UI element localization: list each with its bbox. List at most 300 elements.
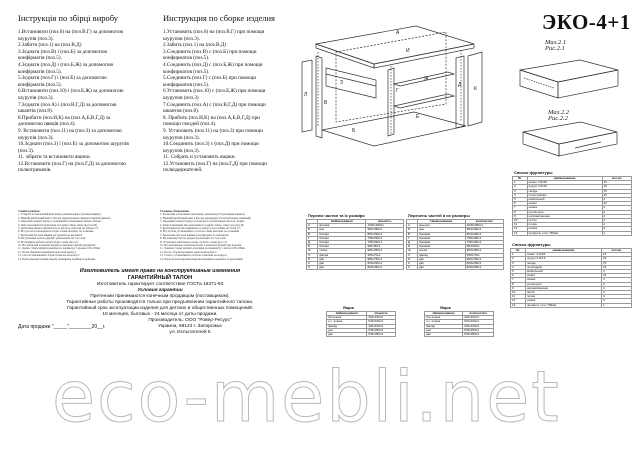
table-cell: 2	[602, 282, 632, 286]
table-cell: 6	[511, 274, 526, 278]
table-cell: двп	[418, 266, 466, 270]
table-cell: 4	[602, 198, 631, 202]
table-cell: 5	[513, 198, 528, 202]
table-cell: 2	[513, 185, 528, 189]
table-cell: 4	[602, 295, 632, 299]
manufacturer-line: Производитель: ООО "Ровер-Ресурс"	[148, 318, 232, 323]
table-cell: Г	[307, 236, 318, 240]
legend-line: 13. Скло встановлювати згідно позначок на корпусі	[18, 254, 80, 258]
table-cell: 984х390х1	[366, 228, 404, 232]
legend-line: 7. Кріплення фасадів ящиків регулювати по вертикалі	[18, 233, 83, 237]
column-header: №	[513, 177, 528, 181]
warranty-line: Гарантийные работы производятся только при предъявлении гарантийного талона.	[66, 300, 254, 305]
table-cell: с.с. ящика	[327, 320, 367, 324]
table-cell: 4	[602, 223, 631, 227]
warranty-conditions-title: Условия гарантии	[137, 288, 183, 293]
warranty-line: Претензии принимаются конечным продавцом (поставщиком).	[90, 294, 230, 299]
table-cell: 6	[513, 202, 528, 206]
table-cell: А	[407, 224, 418, 228]
table-cell: 1000х390х1	[465, 224, 503, 228]
instruction-line: 8. Прибить (поз.И,К) на (поз.А,Б,В,Г,Д) при	[163, 114, 260, 121]
legend-line: 12. После сборки проверить диагонали корпуса	[160, 250, 217, 254]
svg-text:Б: Б	[352, 128, 356, 134]
table-cell: мебельный	[525, 270, 601, 274]
table-cell: 829х296х1	[366, 266, 404, 270]
table-cell: двп	[318, 262, 366, 266]
table-row	[307, 266, 404, 270]
instruction-line: конфірматів (поз.5).	[18, 55, 62, 62]
legend-line: 5. Крепления плотно прижимать к корпусу, расстояние не более 1/3	[160, 227, 241, 231]
legend-line: 8. Регулировку петель дверок производить по 3-м осям	[160, 237, 226, 241]
table-cell: 7	[511, 278, 526, 282]
legend-line: 10. Всі кріпильні елементи входять в комплект фурнітури виробу	[18, 244, 96, 248]
svg-text:В: В	[324, 100, 328, 106]
table-cell: 984х390х1	[465, 228, 503, 232]
table-cell: 546х296х4	[367, 328, 396, 332]
table-cell: 4	[602, 227, 631, 231]
instruction-line: 2.Забить (поз.1) на (поз.В,Д)	[163, 42, 227, 49]
table-cell: 804х390х1	[366, 232, 404, 236]
table-row	[407, 266, 504, 270]
right-legend-title: Условные обозначения	[160, 210, 189, 213]
table-cell: 758х390х1	[465, 241, 503, 245]
table-cell: гвоздь	[527, 189, 602, 193]
table-cell: 3	[511, 261, 526, 265]
table-cell: Д	[407, 241, 418, 245]
table-cell: 758х390х1	[366, 241, 404, 245]
instruction-line: 1.Установить (поз.6) на (поз.В,Г) при помощи	[163, 29, 265, 35]
legend-line: 2. Нижній кріпильний винт в фасаді рекомендовано використовувати (нижнє)	[18, 216, 111, 220]
legend-line: 14. Перед використанням виробу перевірити надійність кріплень	[18, 257, 96, 261]
table-cell: 829х296х1	[366, 262, 404, 266]
table-cell: дно	[425, 328, 463, 332]
table-cell: ножка	[527, 227, 602, 231]
instruction-line: шурупів (поз.3).	[18, 134, 54, 141]
table-cell: 984х750х1	[465, 257, 503, 261]
table-cell: ножка	[525, 278, 601, 282]
left-instructions-steps	[18, 29, 168, 174]
table-cell: бок ящика	[425, 316, 463, 320]
instruction-line: 7.Зєднати (поз.А) і (поз.В,Г,Д) за допомогою	[18, 101, 117, 108]
parts-table-2	[406, 219, 504, 270]
table-cell: 22	[602, 202, 631, 206]
table-cell: 12	[511, 299, 526, 303]
table-cell: бокова	[318, 232, 366, 236]
drawer-table-1-title: Ящик	[343, 305, 354, 310]
instruction-line: 3.Соединить (поз.В) с (поз.Б) при помощи	[163, 48, 257, 55]
manufacturer-line: Украина, 69124 г. Запорожье	[158, 324, 222, 329]
instruction-line: 10.Зєднати (поз.3) і (поз.Е) за допомогою шурупів	[18, 141, 129, 148]
table-cell: 1	[513, 181, 528, 185]
table-cell: полка	[525, 295, 601, 299]
fittings-table-1	[512, 176, 632, 236]
instruction-line: допомогою цвяців (поз.4).	[18, 121, 76, 128]
table-cell: И	[307, 257, 318, 261]
svg-text:К: К	[474, 86, 477, 92]
table-cell: двп	[327, 333, 367, 337]
instruction-line: 11. зібрати та встановити ящики.	[18, 154, 91, 161]
parts-table-1	[306, 219, 404, 270]
table-row	[513, 231, 632, 235]
svg-text:И: И	[406, 48, 410, 54]
table-cell: фасад	[418, 253, 466, 257]
warranty-body	[18, 294, 302, 318]
legend-line: 6. Все детали устанавливать согласно схеме монтажа по позициям	[160, 230, 240, 234]
table-cell: мебельный	[527, 198, 602, 202]
table-cell: 334х100х4	[367, 316, 396, 320]
table-cell: 11	[511, 295, 526, 299]
manufacturer-info	[130, 318, 250, 336]
table-cell: 984х350х1	[465, 249, 503, 253]
instruction-line: 8.Прибити (поз.И,К) на (поз.А,Б,В,Г,Д) за	[18, 114, 111, 121]
sale-date-field: Дата продажи "_____"________20__г.	[18, 324, 106, 330]
table-cell: полка	[318, 249, 366, 253]
table-cell: 334х100х4	[367, 324, 396, 328]
legend-line: 3. Передний элемент корпуса размечен в обозначенных местах сборки	[160, 220, 244, 224]
table-cell: 804х390х1	[465, 232, 503, 236]
table-cell: Б	[407, 228, 418, 232]
table-cell: шкант	[527, 202, 602, 206]
table-cell: направляющие	[527, 214, 602, 218]
instruction-line: конфірматів (поз.5).	[18, 81, 62, 88]
table-cell: В	[307, 232, 318, 236]
table-cell: 3	[513, 189, 528, 193]
instruction-line: шурупів (поз.3).	[18, 94, 54, 101]
column-header: кількість	[366, 220, 404, 224]
table-cell: 396х70х1	[465, 253, 503, 257]
warranty-heading: ГАРАНТИЙНЫЙ ТАЛОН	[127, 275, 193, 281]
table-cell: К	[307, 262, 318, 266]
table-cell: 984х80х1	[465, 245, 503, 249]
parts-table-2-title: Перечень частей и их размеры	[408, 213, 470, 218]
legend-line: 9. Встановити меблеві опори згідно схеми (поз.11)	[18, 240, 79, 244]
instruction-line: конфірматів (поз.5).	[18, 68, 62, 75]
manufacturer-line: ул. Испытателей 5	[169, 330, 211, 335]
instruction-line: 1.Встановити (поз.6) на (поз.В,Г) за допомогою	[18, 29, 124, 35]
table-cell: бокова	[318, 245, 366, 249]
table-cell: 984х750х1	[366, 257, 404, 261]
fittings-table-1-title: Список фурнитуры	[514, 170, 553, 175]
warranty-notice: Изготовитель имеет право на конструктивные изменения	[79, 268, 241, 274]
instruction-line: 11. Собрать и установить ящики.	[163, 154, 236, 161]
table-cell: Б	[307, 228, 318, 232]
instruction-line: 10.Соединить (поз.3) с (поз.Д) при помощи	[163, 141, 259, 148]
drawer-sketch-1	[510, 56, 628, 116]
table-cell: 8	[513, 210, 528, 214]
table-cell: 758х390х1	[366, 236, 404, 240]
table-cell: 16	[602, 185, 631, 189]
instruction-line: помощи гвоздей (поз.4).	[163, 121, 217, 128]
instruction-line: шурупов (поз.3).	[163, 147, 200, 154]
instruction-line: 9. Установить (поз.11) на (поз.3) при помощи	[163, 127, 263, 134]
column-header: Наименование	[418, 220, 466, 224]
table-cell: 758х390х1	[465, 236, 503, 240]
table-cell: дно	[318, 228, 366, 232]
instruction-line: полкотримачів.	[18, 167, 52, 174]
table-cell: двп	[425, 333, 463, 337]
table-cell: полкодерж	[525, 265, 601, 269]
legend-line: 11. Задню стінку кріпити цвяхами по периметру з кроком 100-150мм	[18, 247, 100, 251]
table-cell: 4	[602, 270, 632, 274]
table-cell: 334х100х4	[463, 324, 494, 328]
table-cell: 1	[602, 231, 631, 235]
table-cell: З	[307, 253, 318, 257]
watermark: eco-mebli.net	[52, 356, 561, 438]
table-cell: В	[407, 232, 418, 236]
legend-line: 5. Кріплення щільно притискати до корпусу, відстань не більше 1/3	[18, 227, 99, 231]
table-cell: 4	[602, 278, 632, 282]
drawer-sketch-2	[515, 118, 625, 164]
table-row	[511, 303, 632, 307]
legend-line: 4. Подготовленный тип крепления на задней стенке, снизу под (поз.В)	[160, 223, 244, 227]
table-cell: 546х355х4	[367, 333, 396, 337]
left-legend	[18, 210, 158, 261]
legend-line: 3. Передній елемент корпусу розмічений в позначених місцях зборки	[18, 220, 101, 224]
legend-line: 8. Регулювання петель дверцят здійснювати по 3-м осям	[18, 237, 86, 241]
table-cell: 2	[602, 210, 631, 214]
svg-text:З: З	[340, 80, 344, 86]
table-cell: 4	[602, 206, 631, 210]
column-header: Найменування	[327, 312, 367, 316]
table-cell: двп	[318, 257, 366, 261]
instruction-line: 6.Установить (поз.10) с (поз.Б,Ж) при помощи	[163, 88, 266, 95]
column-header: кол-во	[602, 249, 632, 253]
table-cell: дно	[418, 228, 466, 232]
warranty-line: 18 месяцев, бытовых - 24 месяца от даты продажи.	[102, 312, 218, 317]
table-cell: 16	[602, 181, 631, 185]
table-cell: 10	[513, 219, 528, 223]
table-cell: петля	[527, 219, 602, 223]
table-cell: профиль стол 790мм	[525, 303, 601, 307]
table-cell: 4	[511, 265, 526, 269]
table-cell: 984х80х1	[366, 245, 404, 249]
table-cell: двп	[418, 262, 466, 266]
left-instructions-title: Інструкція по збірці виробу	[18, 13, 118, 23]
table-cell: с.с. ящика	[425, 320, 463, 324]
svg-text:Ж: Ж	[424, 76, 429, 82]
table-cell: 543х100х4	[463, 320, 494, 324]
fittings-table-2-title: Список фурнитуры	[512, 242, 551, 247]
svg-text:Е: Е	[416, 114, 420, 120]
table-cell: А	[307, 224, 318, 228]
table-cell: фасад	[318, 253, 366, 257]
left-legend-title: Умовні позначки	[18, 210, 40, 213]
column-header: наименование	[527, 177, 602, 181]
instruction-line: 4.Соединить (поз.Д) с (поз.Б,Ж) при помощи	[163, 61, 263, 68]
table-cell: 22	[602, 274, 632, 278]
table-cell: бік ящика	[327, 316, 367, 320]
figure-caption-1: Мал.2.1 Рис.2.1	[545, 39, 567, 52]
table-cell: 1	[511, 253, 526, 257]
table-cell: 1000х390х1	[366, 224, 404, 228]
table-cell: 9	[511, 286, 526, 290]
table-cell: 5	[511, 270, 526, 274]
table-row	[425, 333, 494, 337]
column-header: количество	[465, 220, 503, 224]
right-instructions-steps	[163, 29, 313, 174]
table-cell: 2	[602, 219, 631, 223]
instruction-line: 5.Соединить (поз.Г) с (поз.Б) при помощи	[163, 75, 257, 82]
table-cell: бокова	[318, 241, 366, 245]
instruction-line: конфирматов (поз.5).	[163, 81, 210, 88]
legend-line: 7. Крепление фасадов ящиков регулировать по вертикали	[160, 233, 229, 237]
svg-text:А: А	[396, 30, 400, 36]
table-cell: 16	[602, 257, 632, 261]
table-cell: шкант	[525, 274, 601, 278]
table-cell: крышка	[418, 224, 466, 228]
table-cell: 13	[513, 231, 528, 235]
table-cell: 984х350х1	[366, 249, 404, 253]
table-cell: Ж	[307, 249, 318, 253]
table-cell: 2	[511, 257, 526, 261]
instruction-line: 7.Соединить (поз.А) с (поз.В,Г,Д) при помощи	[163, 101, 266, 108]
table-cell: полкотримач	[527, 193, 602, 197]
instruction-line: шурупов (поз.3)	[163, 94, 199, 101]
table-cell: И	[407, 257, 418, 261]
table-cell: Е	[407, 245, 418, 249]
table-cell: 16	[602, 265, 632, 269]
instruction-line: 4.Зєднати (поз.Д) і (поз.Б,Ж) за допомогою	[18, 61, 114, 68]
legend-line: 9. Установить мебельные опоры согласно схеме (поз.11)	[160, 240, 227, 244]
instruction-line: 2.Забити (поз.1) на (поз.В,Д)	[18, 42, 82, 49]
instruction-line: 5.Зєднати (поз.Г) і (поз.Б) за допомогою	[18, 75, 107, 82]
table-cell: ножка	[525, 299, 601, 303]
table-cell: 829х296х1	[465, 266, 503, 270]
table-cell: 11	[513, 223, 528, 227]
table-cell: ручка-купе	[525, 282, 601, 286]
table-cell: двп	[418, 257, 466, 261]
table-cell: 4	[602, 299, 632, 303]
legend-line: 1. В изделии установлено крепление, рекомендуется (позиции ящиков)	[160, 213, 245, 217]
table-cell: фасад	[327, 324, 367, 328]
instruction-line: 12.Встановити (поз.Г) на (поз.Г,Д) за допомогою	[18, 160, 126, 167]
table-cell: Д	[307, 241, 318, 245]
table-cell: З	[407, 253, 418, 257]
table-cell: шкант 3,0х25	[527, 181, 602, 185]
parts-table-1-title: Перелік частин та їх розміри	[308, 213, 365, 218]
drawer-table-1	[326, 311, 396, 337]
warranty-section	[18, 268, 302, 318]
instruction-line: конфирматов (поз.5).	[163, 68, 210, 75]
table-cell: 10	[511, 291, 526, 295]
table-cell: 13	[511, 303, 526, 307]
svg-text:Д: Д	[458, 82, 462, 88]
table-cell: 334х100х4	[463, 316, 494, 320]
table-cell: 546х296х4	[463, 328, 494, 332]
column-header: Найменування	[318, 220, 366, 224]
figure-caption-2: Мал.2.2 Рис.2.2	[548, 109, 570, 122]
table-cell: полка	[527, 223, 602, 227]
table-cell: 4	[602, 214, 631, 218]
table-cell: 546х355х4	[463, 333, 494, 337]
instruction-line: 9. Встановити (поз.11) на (поз.3) за допомогою	[18, 127, 122, 134]
table-cell: 543х100х4	[367, 320, 396, 324]
legend-line: 11. Заднюю стенку крепить гвоздями по периметру с шагом 100-150мм	[160, 247, 245, 251]
table-cell: боковая	[418, 241, 466, 245]
instruction-line: 12.Установить (поз.Г) на (поз.Г,Д) при помощи	[163, 160, 267, 167]
table-cell: шуруп 3,5х16	[527, 185, 602, 189]
table-cell: боковая	[418, 245, 466, 249]
instruction-line: шкантов (поз.8).	[163, 108, 200, 115]
table-cell: гвоздь	[525, 261, 601, 265]
table-cell: дно	[327, 328, 367, 332]
table-cell: Л	[407, 266, 418, 270]
legend-line: 13. Стекло устанавливать согласно отметкам на корпусе	[160, 254, 227, 258]
table-cell: шкант 3,0х25	[525, 253, 601, 257]
table-cell: бокова	[318, 236, 366, 240]
table-cell: К	[407, 262, 418, 266]
table-cell: Л	[307, 266, 318, 270]
column-header: кількість	[367, 312, 396, 316]
instruction-line: шурупов (поз.3).	[163, 134, 200, 141]
legend-line: 4. Підготовлений тип кріплення на задній стінці, знизу під (поз.В)	[18, 223, 97, 227]
drawer-table-2	[424, 311, 494, 337]
table-cell: 2	[602, 291, 632, 295]
table-cell: 16	[602, 193, 631, 197]
table-cell: 7	[513, 206, 528, 210]
instruction-line: шурупів (поз.3).	[18, 35, 54, 42]
table-cell: 4	[513, 193, 528, 197]
column-header: кол-во	[602, 177, 631, 181]
column-header: №	[511, 249, 526, 253]
table-cell: шуруп 3,5х16	[525, 257, 601, 261]
table-cell: боковая	[418, 236, 466, 240]
legend-line: 6. Всі деталі встановлювати згідно схеми монтажу по позиціям	[18, 230, 94, 234]
table-cell: 16	[602, 253, 632, 257]
instruction-line: шкантів (поз.8).	[18, 108, 54, 115]
legend-line: 12. Після збирання перевірити діагоналі корпусу	[18, 250, 77, 254]
table-cell: ножка	[527, 206, 602, 210]
table-cell: полка	[418, 249, 466, 253]
column-header: количество	[463, 312, 494, 316]
legend-line: 2. Нижний крепёжный винт в фасаде рекомендуется использовать (нижний)	[160, 216, 251, 220]
right-legend	[160, 210, 300, 261]
column-header: наименование	[525, 249, 601, 253]
legend-line: 10. Все крепёжные элементы входят в комплект фурнитуры изделия	[160, 244, 242, 248]
instruction-line: 6.Встановити (поз.10) і (поз.Б,Ж) за допомогою	[18, 88, 124, 95]
instruction-line: шурупов (поз.3).	[163, 35, 200, 42]
table-cell: направляющие	[525, 286, 601, 290]
svg-text:Г: Г	[396, 88, 399, 94]
column-header: Наименование	[425, 312, 463, 316]
table-cell: 829х296х1	[465, 262, 503, 266]
table-cell: 9	[513, 214, 528, 218]
table-cell: кришка	[318, 224, 366, 228]
table-cell: 4	[602, 286, 632, 290]
table-cell: профиль стол 790мм	[527, 231, 602, 235]
table-cell: Ж	[407, 249, 418, 253]
model-name: ЭКО-4+1	[542, 10, 631, 34]
table-cell: 70	[602, 189, 631, 193]
warranty-standard: Изготовитель гарантирует соответствие ГОСТа 16371-93	[96, 282, 224, 287]
legend-line: 14. Перед использованием изделия проверить надёжность креплений	[160, 257, 243, 261]
table-cell: 70	[602, 261, 632, 265]
instruction-line: (поз.3).	[18, 147, 35, 154]
fittings-table-2	[510, 248, 632, 308]
instruction-line: полкодержателей.	[163, 167, 203, 174]
table-cell: двп	[318, 266, 366, 270]
table-cell: Г	[407, 236, 418, 240]
drawer-table-2-title: Ящик	[440, 305, 451, 310]
table-cell: 396х70х1	[366, 253, 404, 257]
table-cell: ручка-купе	[527, 210, 602, 214]
table-row	[327, 333, 396, 337]
table-cell: фасад	[425, 324, 463, 328]
table-cell: боковая	[418, 232, 466, 236]
svg-text:Л: Л	[304, 92, 308, 98]
right-instructions-title: Инструкция по сборке изделия	[163, 13, 275, 23]
table-cell: 1	[602, 303, 632, 307]
